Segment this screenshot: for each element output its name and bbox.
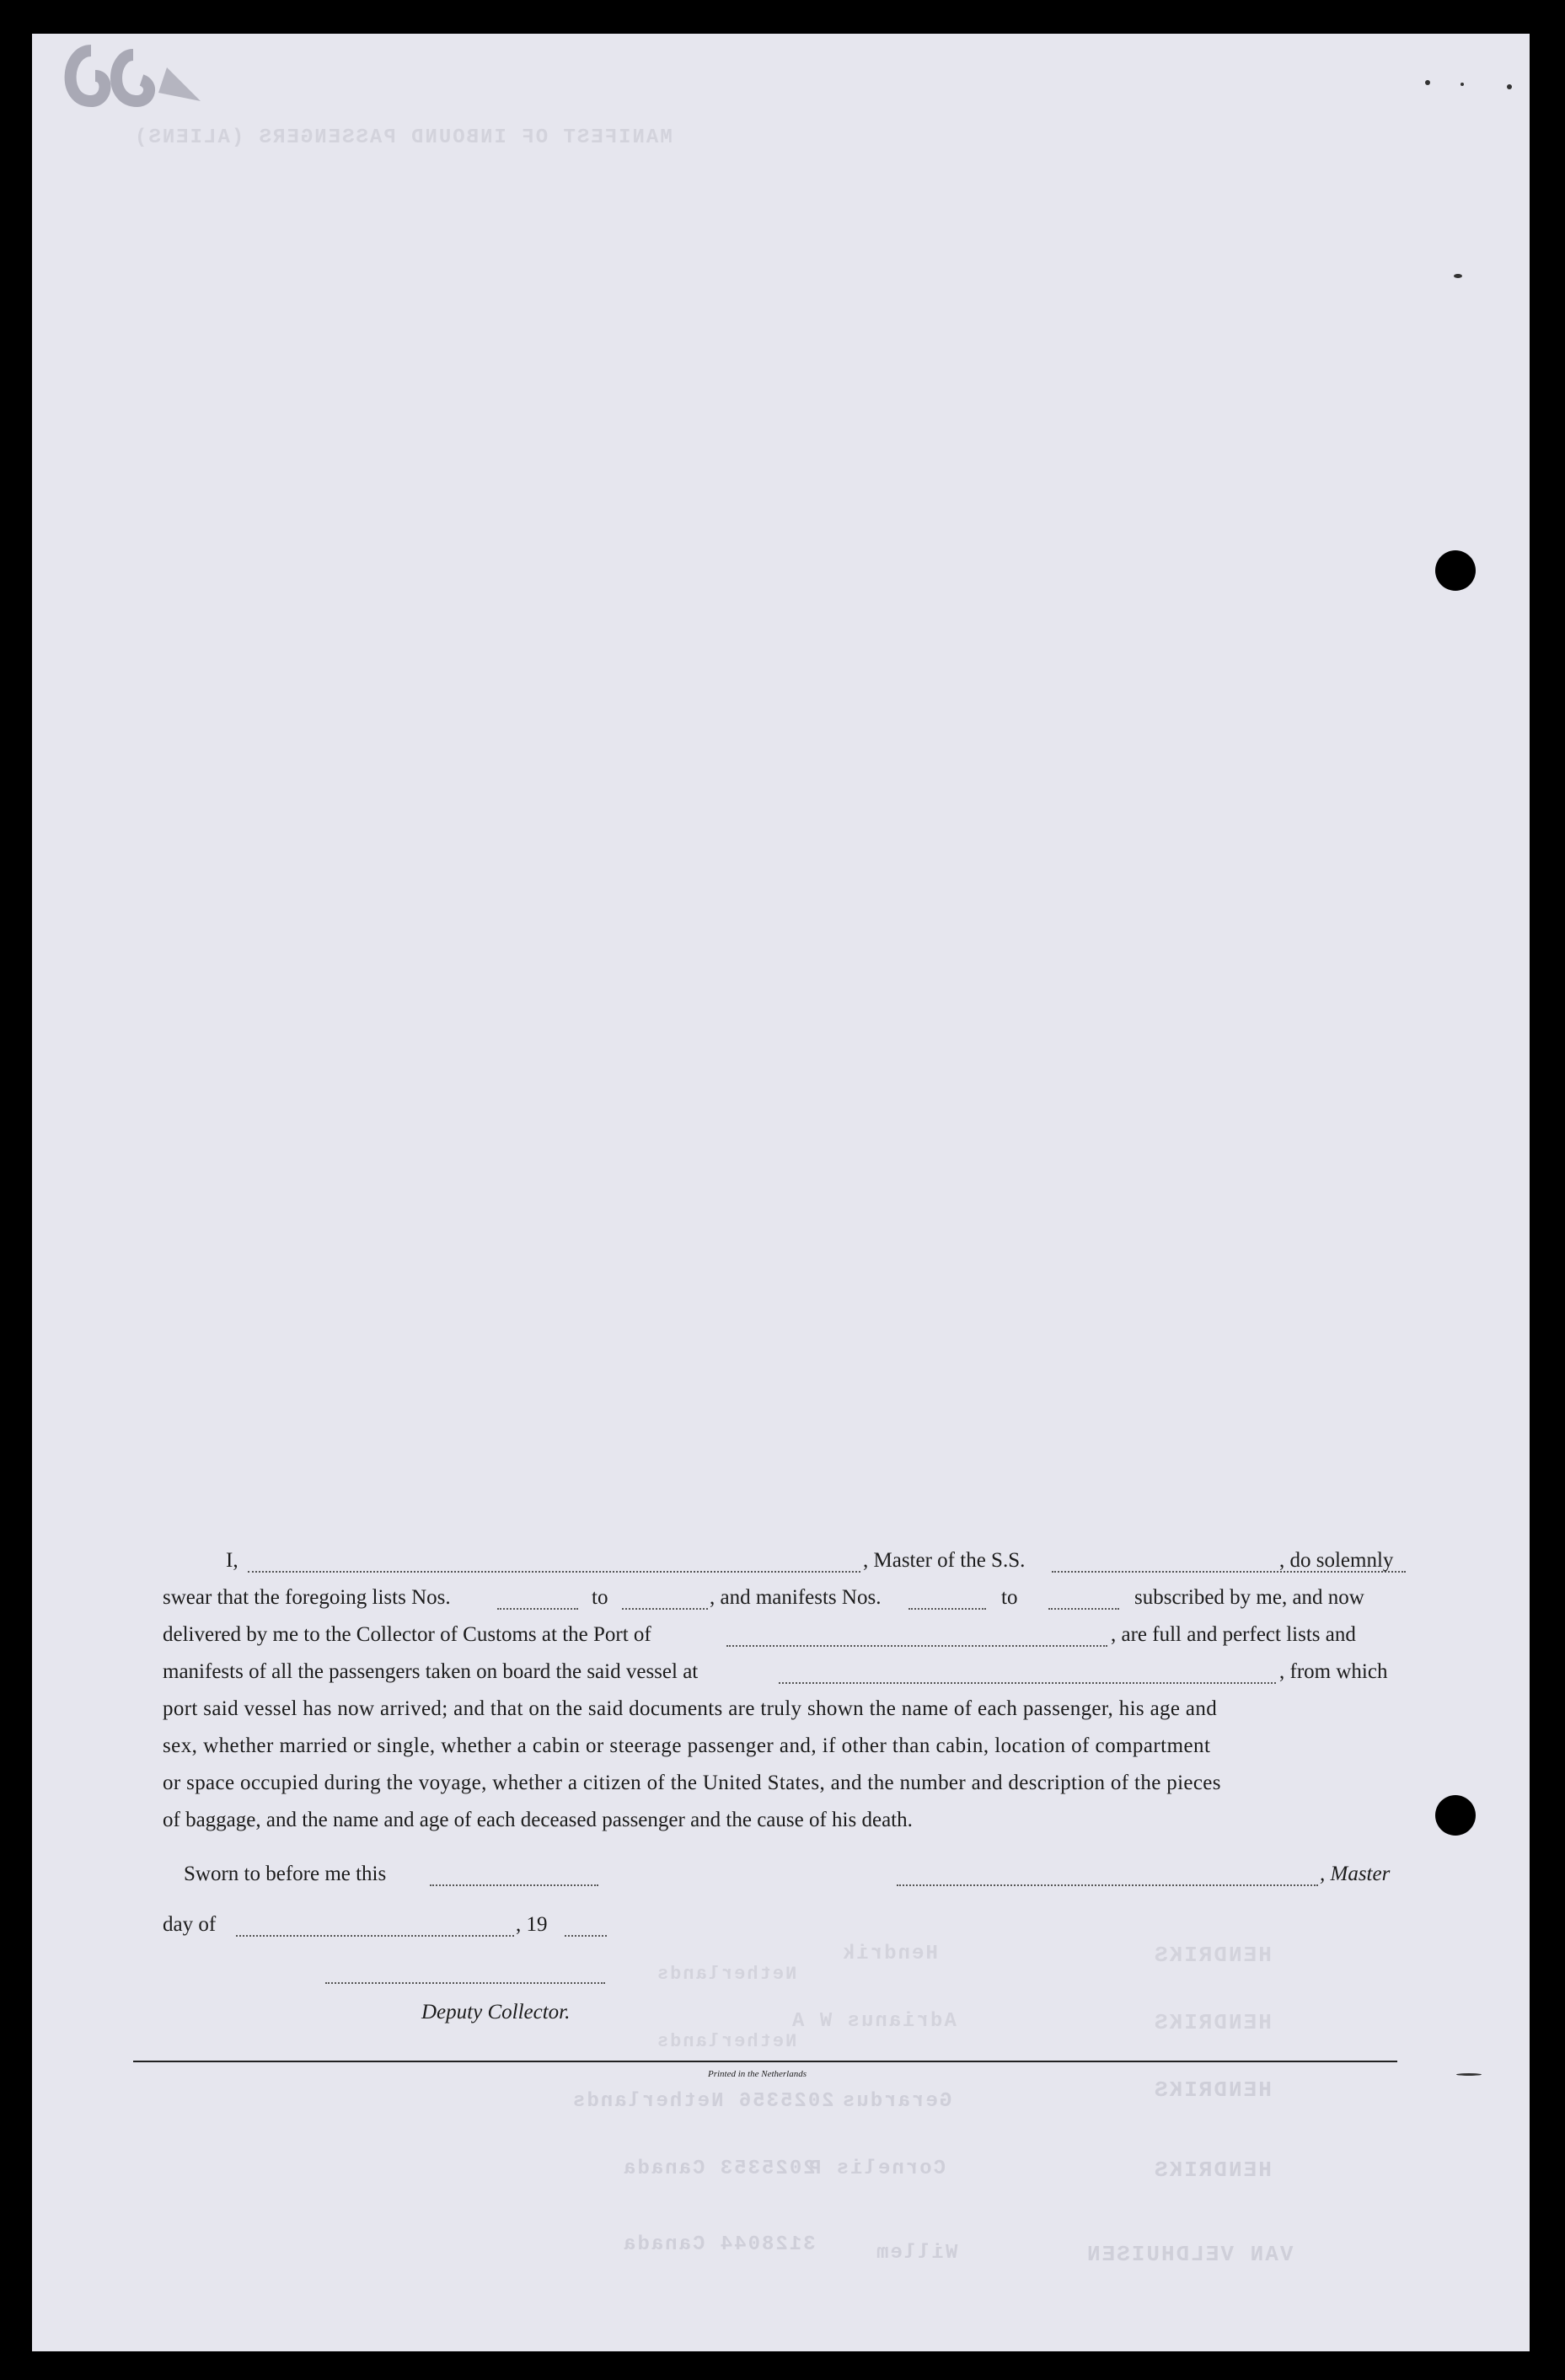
day-of-line	[133, 1913, 1397, 1947]
oath-line-5	[133, 1697, 1397, 1731]
bleed-surname-1: HENDRIKS	[1153, 1943, 1272, 1968]
master-signature-field[interactable]	[897, 1884, 1318, 1886]
oath-lists-nos: swear that the foregoing lists Nos.	[163, 1586, 451, 1609]
oath-delivered: delivered by me to the Collector of Customs at the Port of	[163, 1623, 651, 1646]
stamp-mark-icon	[57, 34, 209, 126]
departure-port-field[interactable]	[779, 1682, 1276, 1684]
oath-to-1: to	[592, 1586, 608, 1609]
bleed-given-2: Adrianus W A	[791, 2010, 957, 2033]
speck	[1456, 2073, 1482, 2076]
oath-manifests-nos: , and manifests Nos.	[710, 1586, 882, 1609]
lists-to-field[interactable]	[622, 1608, 708, 1610]
bleed-info-4: 2025353 Canada	[622, 2158, 816, 2180]
punch-hole-bottom	[1435, 1795, 1476, 1836]
day-of-label: day of	[163, 1913, 217, 1936]
bleed-info-5: 3128044 Canada	[622, 2233, 816, 2256]
bleed-info-3: 2025356 Netherlands	[571, 2090, 834, 2113]
deputy-line	[133, 2001, 1397, 2034]
oath-line-7	[133, 1772, 1397, 1805]
sworn-line	[133, 1863, 1397, 1896]
speck	[1454, 274, 1462, 278]
oath-text-5: port said vessel has now arrived; and that on the said documents are truly shown the name of each passenger, his age and	[163, 1697, 1218, 1720]
oath-line-8	[133, 1809, 1397, 1842]
manifests-from-field[interactable]	[908, 1608, 986, 1610]
oath-line-2	[133, 1586, 1397, 1620]
oath-text-6: sex, whether married or single, whether a cabin or steerage passenger and, if other than cabin, location of compartment	[163, 1734, 1211, 1757]
speck	[1460, 83, 1464, 86]
bleed-given-3: Gerardus	[841, 2090, 952, 2113]
bleed-surname-5: VAN VELDHUISEN	[1085, 2242, 1294, 2267]
footer-rule	[133, 2061, 1397, 2062]
punch-hole-top	[1435, 550, 1476, 591]
lists-from-field[interactable]	[497, 1608, 578, 1610]
bleed-given-4: Cornelis P	[807, 2158, 946, 2180]
oath-text-8: of baggage, and the name and age of each deceased passenger and the cause of his death.	[163, 1809, 913, 1831]
speck	[1507, 84, 1512, 89]
bleed-surname-4: HENDRIKS	[1153, 2158, 1272, 2183]
bleed-surname-2: HENDRIKS	[1153, 2010, 1272, 2035]
master-label: , Master	[1320, 1863, 1391, 1885]
speck	[1425, 80, 1430, 85]
oath-do-solemnly: , do solemnly	[1279, 1549, 1394, 1572]
bleed-header: MANIFEST OF INBOUND PASSENGERS (ALIENS)	[133, 126, 673, 149]
oath-line-4	[133, 1660, 1397, 1694]
printed-in-netherlands: Printed in the Netherlands	[708, 2069, 807, 2079]
bleed-surname-3: HENDRIKS	[1153, 2077, 1272, 2103]
month-field[interactable]	[236, 1935, 514, 1937]
deputy-collector-label: Deputy Collector.	[421, 2001, 571, 2024]
oath-line-3	[133, 1623, 1397, 1657]
oath-from-which: , from which	[1279, 1660, 1388, 1683]
oath-full-lists: , are full and perfect lists and	[1111, 1623, 1356, 1646]
oath-subscribed: subscribed by me, and now	[1134, 1586, 1364, 1609]
oath-to-2: to	[1001, 1586, 1018, 1609]
bleed-info-1: Netherlands	[656, 1964, 797, 1985]
manifests-to-field[interactable]	[1048, 1608, 1119, 1610]
oath-master-of: , Master of the S.S.	[863, 1549, 1026, 1572]
oath-manifests-all: manifests of all the passengers taken on board the said vessel at	[163, 1660, 699, 1683]
deputy-signature-field[interactable]	[325, 1982, 605, 1984]
oath-line-1	[133, 1549, 1397, 1583]
port-field[interactable]	[726, 1645, 1107, 1647]
year-field[interactable]	[565, 1935, 607, 1937]
sworn-date-field[interactable]	[430, 1884, 598, 1886]
master-name-field[interactable]	[248, 1571, 860, 1573]
bleed-given-1: Hendrik	[841, 1943, 938, 1965]
bleed-given-5: Willem	[875, 2242, 958, 2265]
year-label: , 19	[516, 1913, 548, 1936]
sworn-label: Sworn to before me this	[184, 1863, 387, 1885]
bleed-info-2: Netherlands	[656, 2031, 797, 2052]
oath-text-7: or space occupied during the voyage, whether a citizen of the United States, and the number and description of the pieces	[163, 1772, 1221, 1794]
oath-line-6	[133, 1734, 1397, 1768]
oath-i: I,	[226, 1549, 239, 1572]
